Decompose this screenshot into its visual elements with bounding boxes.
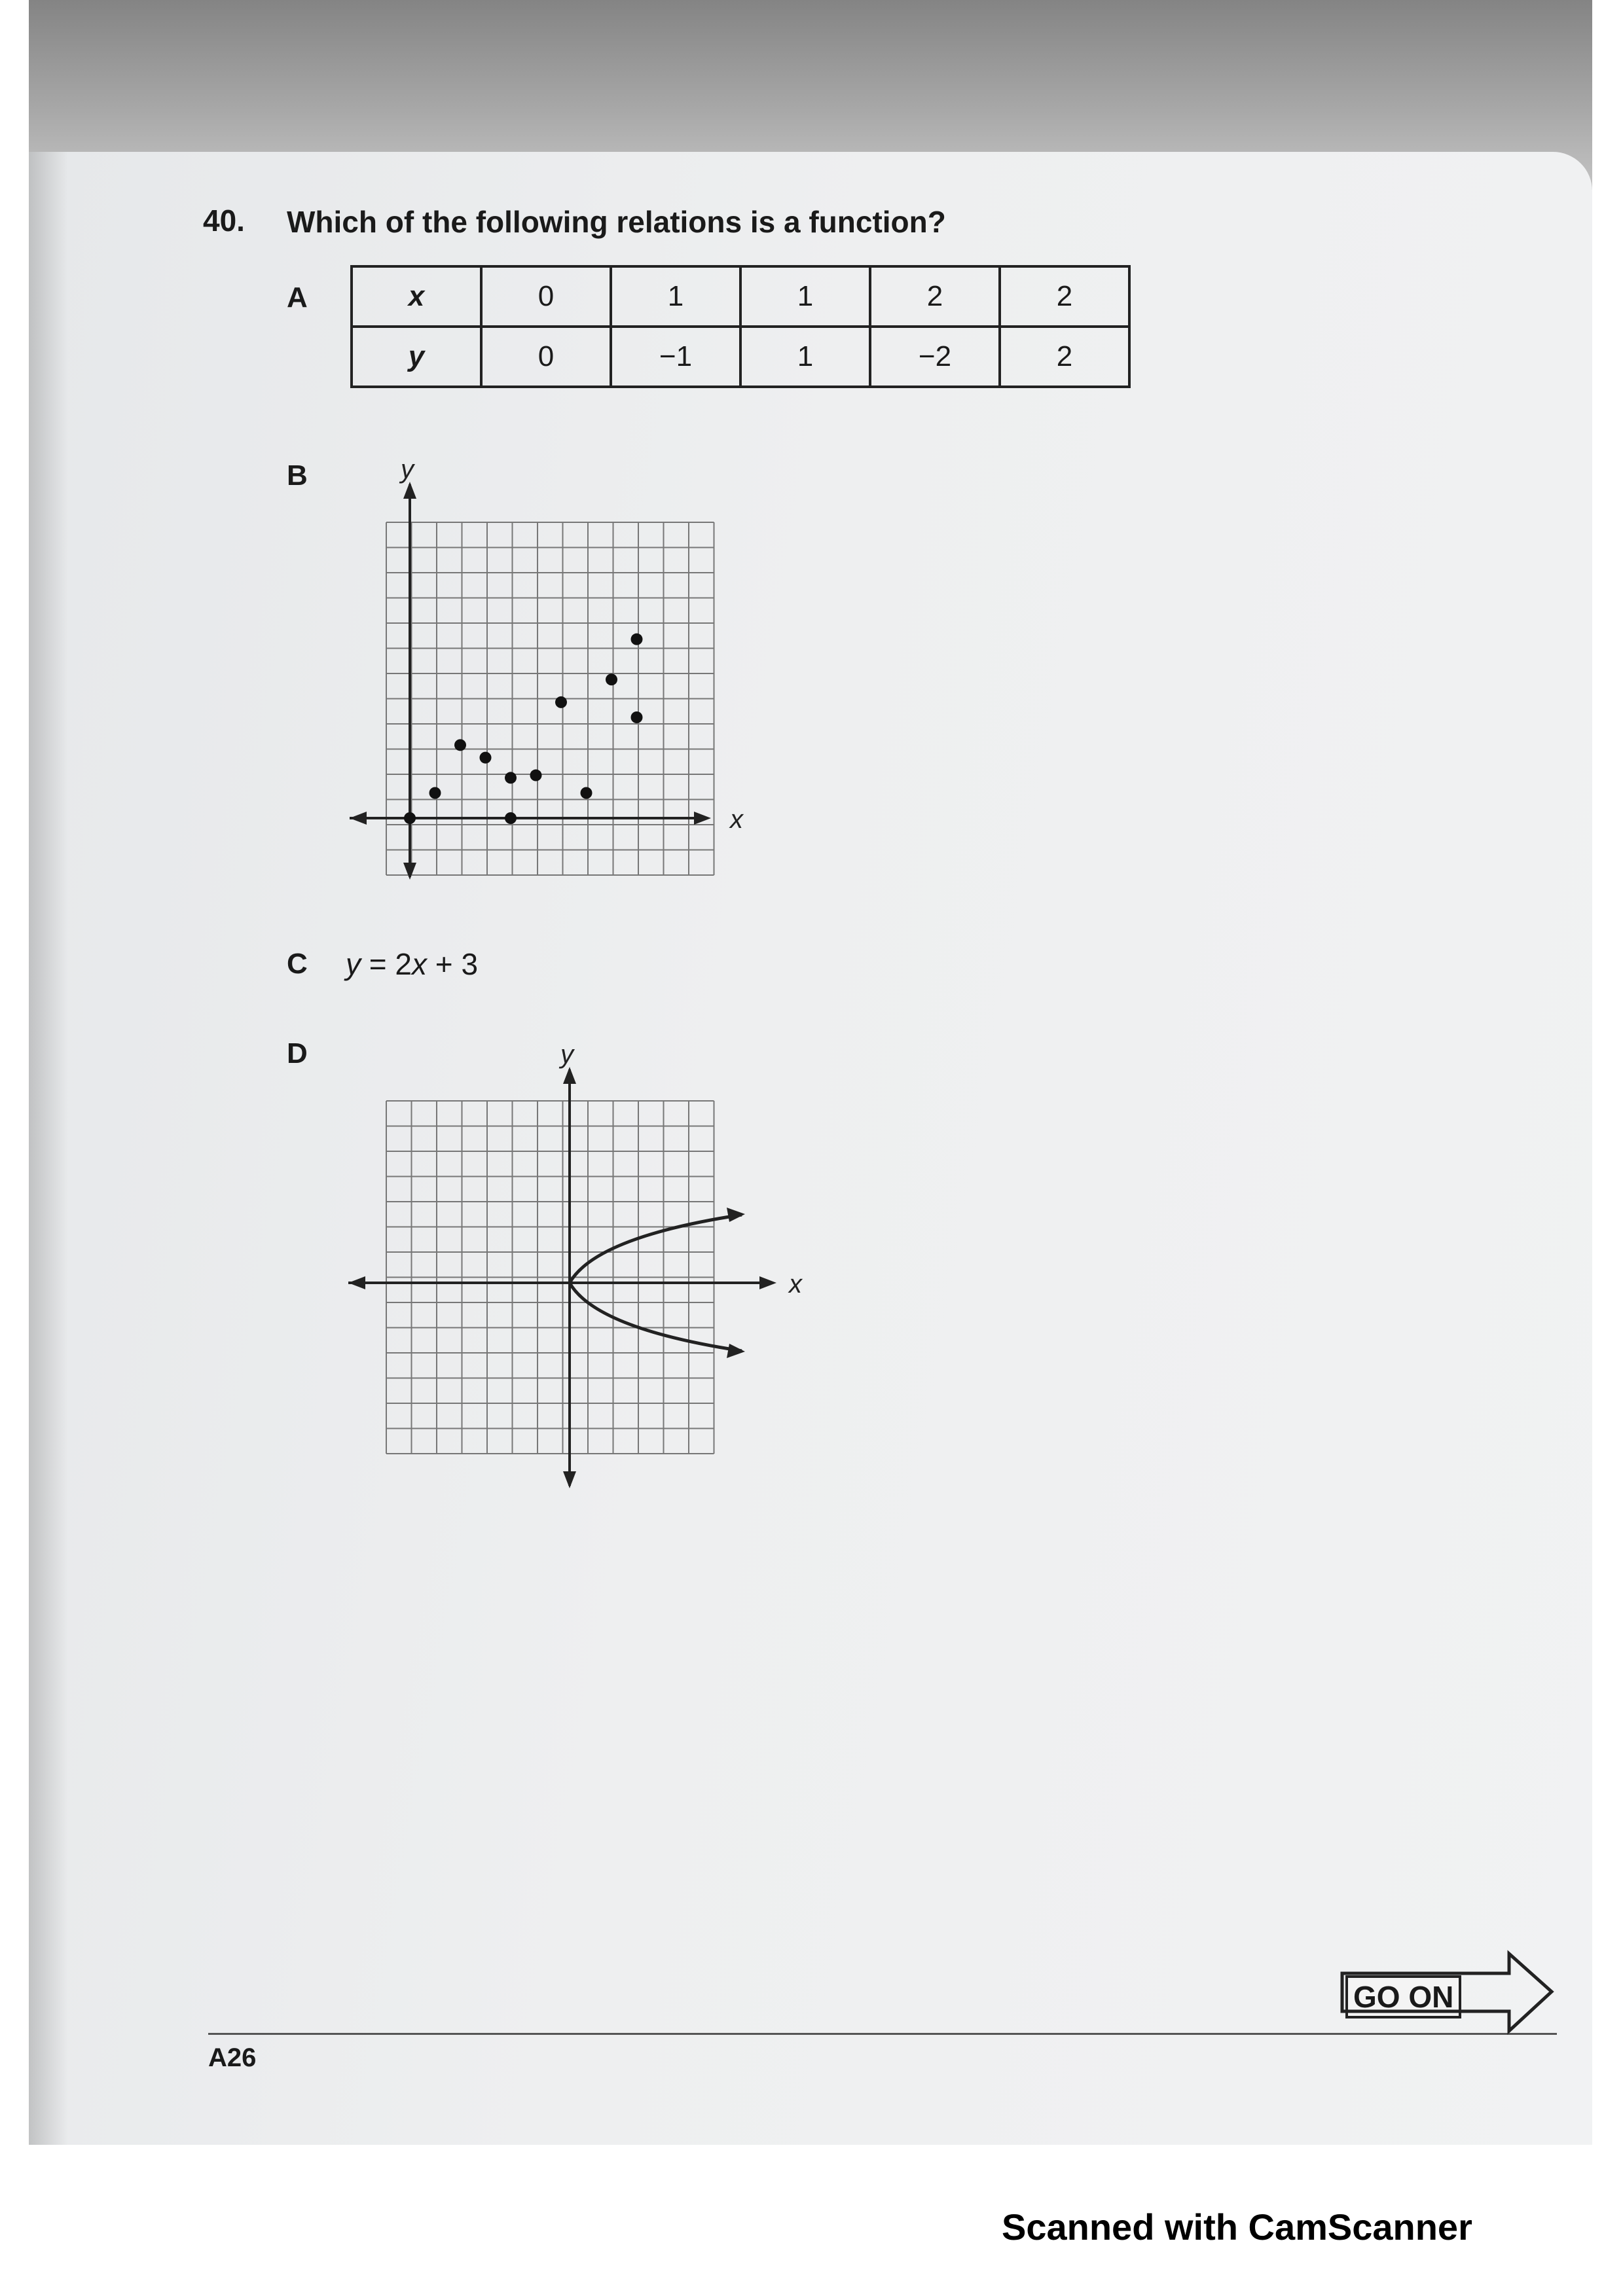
y-axis-bottom-arrow: [563, 1471, 576, 1488]
option-c-equation: [346, 946, 478, 982]
x-axis-right-arrow: [759, 1276, 776, 1289]
y-axis-label: y: [401, 455, 414, 484]
y-axis-bottom-arrow: [403, 863, 416, 880]
go-on-label: GO ON: [1345, 1975, 1461, 2018]
table-row: [352, 266, 1129, 327]
x-axis-left-arrow: [348, 1276, 365, 1289]
option-d-parabola-graph: [340, 1041, 812, 1492]
scatter-point: [555, 696, 567, 708]
x-axis-label: x: [789, 1270, 802, 1299]
equation-x: x: [412, 947, 428, 981]
option-a-label: A: [287, 281, 308, 314]
scatter-point: [429, 787, 441, 799]
x-axis-left-arrow: [350, 812, 367, 825]
option-c-label: C: [287, 948, 308, 980]
y-value-cell: 0: [481, 327, 611, 387]
x-value-cell: 2: [870, 266, 1000, 327]
y-value-cell: −2: [870, 327, 1000, 387]
y-axis-top-arrow: [403, 482, 416, 499]
scatter-point: [631, 634, 643, 645]
scatter-point: [404, 812, 416, 824]
option-a-table: [350, 265, 1131, 388]
question-text: Which of the following relations is a function?: [287, 205, 946, 239]
equation-y: y: [346, 947, 361, 981]
equation-constant: + 3: [427, 947, 479, 981]
page-number: A26: [208, 2043, 257, 2072]
x-axis-right-arrow: [694, 812, 711, 825]
y-value-cell: 2: [1000, 327, 1129, 387]
scatter-points: [404, 634, 643, 824]
scatter-point: [480, 752, 492, 764]
grid: [386, 522, 714, 875]
x-value-cell: 0: [481, 266, 611, 327]
page-spine-shadow: [29, 152, 68, 2145]
y-axis-top-arrow: [563, 1067, 576, 1084]
scatter-point: [530, 770, 542, 781]
camscanner-watermark: Scanned with CamScanner: [1002, 2206, 1472, 2248]
grid: [386, 1101, 714, 1454]
x-axis-label: x: [730, 805, 743, 834]
x-value-cell: 2: [1000, 266, 1129, 327]
table-row: [352, 327, 1129, 387]
scatter-point: [631, 711, 643, 723]
y-value-cell: −1: [611, 327, 740, 387]
curve-lower-arrow: [727, 1344, 745, 1358]
x-value-cell: 1: [611, 266, 740, 327]
scatter-point: [581, 787, 593, 799]
y-header-cell: y: [352, 327, 481, 387]
y-axis-label: y: [560, 1040, 574, 1069]
option-d-label: D: [287, 1037, 308, 1069]
scatter-point: [454, 739, 466, 751]
scatter-point: [606, 673, 617, 685]
question-number: 40.: [203, 204, 245, 238]
option-b-scatter-graph: [340, 455, 812, 890]
go-on-arrow-icon: [1336, 1947, 1558, 2039]
curve-upper-arrow: [727, 1208, 745, 1222]
option-b-label: B: [287, 459, 308, 492]
y-value-cell: 1: [740, 327, 870, 387]
x-header-cell: x: [352, 266, 481, 327]
scatter-point: [505, 812, 517, 824]
x-value-cell: 1: [740, 266, 870, 327]
scatter-point: [505, 772, 517, 783]
equation-middle: = 2: [361, 947, 412, 981]
